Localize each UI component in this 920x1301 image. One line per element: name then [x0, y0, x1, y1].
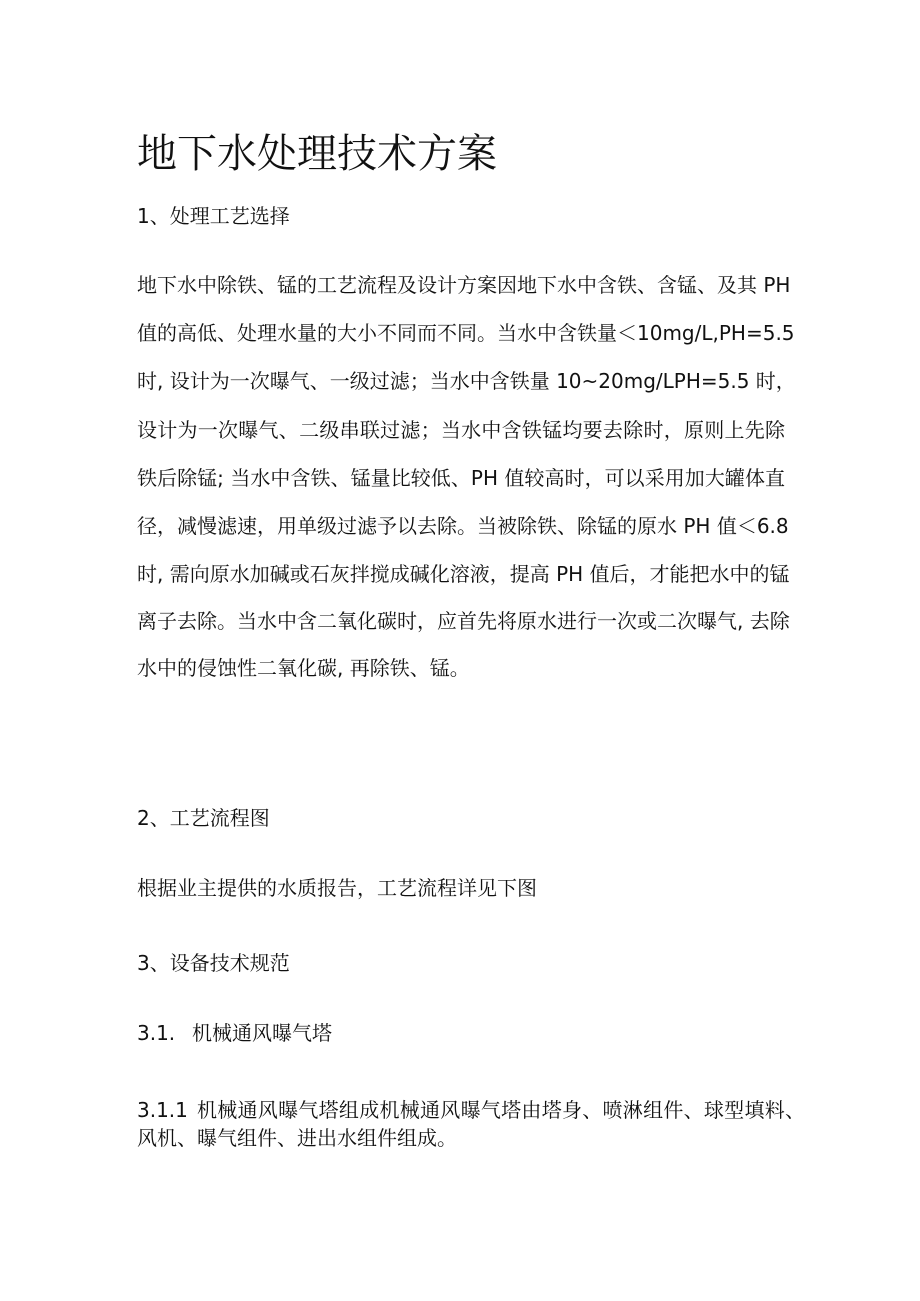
subsection-number: 3.1. — [137, 1021, 176, 1045]
section-heading-2: 2、工艺流程图 — [137, 806, 270, 830]
subsection-title: 机械通风曝气塔 — [192, 1021, 332, 1045]
clause-text: 机械通风曝气塔组成机械通风曝气塔由塔身、喷淋组件、球型填料、 — [197, 1098, 805, 1122]
document-title: 地下水处理技术方案 — [137, 131, 497, 177]
paragraph-line — [137, 1098, 805, 1122]
paragraph-line: 水中的侵蚀性二氧化碳, 再除铁、锰。 — [137, 656, 470, 680]
clause-number: 3.1.1 — [137, 1098, 188, 1122]
paragraph-line: 值的高低、处理水量的大小不同而不同。当水中含铁量＜10mg/L,PH=5.5 — [137, 321, 795, 345]
paragraph-line: 设计为一次曝气、二级串联过滤；当水中含铁锰均要去除时，原则上先除 — [137, 418, 785, 442]
paragraph-line: 地下水中除铁、锰的工艺流程及设计方案因地下水中含铁、含锰、及其 PH — [137, 273, 791, 297]
paragraph-line: 时, 设计为一次曝气、一级过滤；当水中含铁量 10~20mg/LPH=5.5 时， — [137, 369, 796, 393]
paragraph-line: 径，减慢滤速，用单级过滤予以去除。当被除铁、除锰的原水 PH 值＜6.8 — [137, 514, 789, 538]
subsection-heading-3-1 — [137, 1021, 332, 1045]
paragraph-line: 铁后除锰; 当水中含铁、锰量比较低、PH 值较高时，可以采用加大罐体直 — [137, 466, 785, 490]
section-heading-1: 1、处理工艺选择 — [137, 204, 290, 228]
section-heading-3: 3、设备技术规范 — [137, 951, 290, 975]
paragraph-process-flow-note: 根据业主提供的水质报告，工艺流程详见下图 — [137, 876, 537, 900]
paragraph-line: 风机、曝气组件、进出水组件组成。 — [137, 1126, 457, 1150]
paragraph-line: 离子去除。当水中含二氧化碳时，应首先将原水进行一次或二次曝气, 去除 — [137, 609, 790, 633]
paragraph-line: 时, 需向原水加碱或石灰拌搅成碱化溶液，提高 PH 值后，才能把水中的锰 — [137, 562, 790, 586]
